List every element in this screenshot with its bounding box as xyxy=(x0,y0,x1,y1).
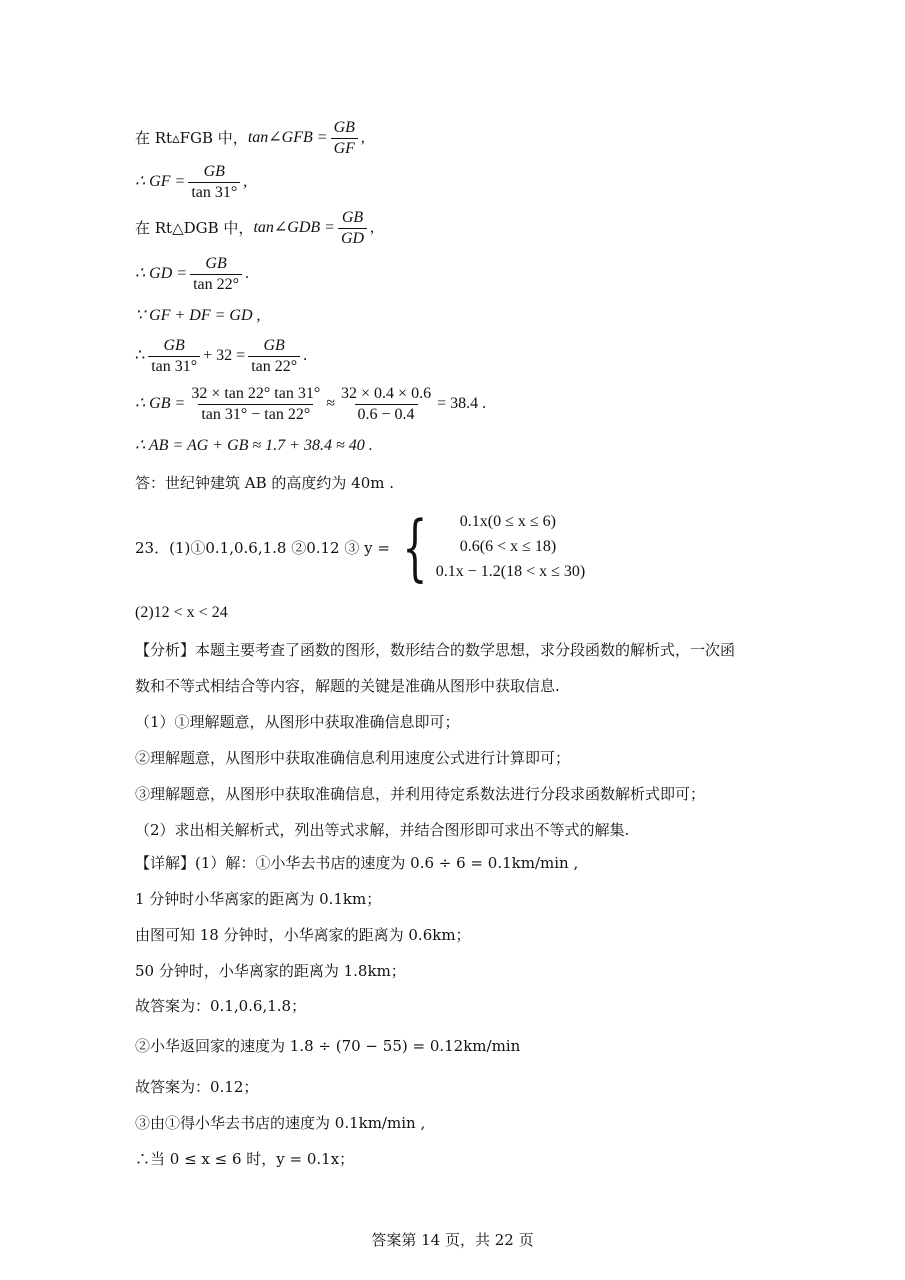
analysis-text: ②理解题意，从图形中获取准确信息利用速度公式进行计算即可； xyxy=(135,749,571,767)
detail-line-4 xyxy=(135,961,406,981)
eq-line-4 xyxy=(135,254,249,294)
q23-part1 xyxy=(135,505,586,589)
detail-text: 1 分钟时小华离家的距离为 0.1km； xyxy=(135,890,382,908)
q23-part2-text: (2)12 < x < 24 xyxy=(135,604,228,621)
fraction-numerator: GB xyxy=(205,254,227,272)
analysis-line-6 xyxy=(135,820,629,840)
math-l4-tail: . xyxy=(245,265,250,282)
fraction-denominator: tan 31° xyxy=(188,182,240,202)
eq-line-8 xyxy=(135,436,373,456)
analysis-line-3 xyxy=(135,712,460,732)
detail-line-6 xyxy=(135,1036,520,1056)
fraction-l6-b xyxy=(248,337,300,376)
detail-text: 50 分钟时，小华离家的距离为 1.8km； xyxy=(135,962,406,980)
analysis-text: 数和不等式相结合等内容，解题的关键是准确从图形中获取信息. xyxy=(135,677,560,695)
analysis-line-2 xyxy=(135,676,560,696)
analysis-text: （1）①理解题意，从图形中获取准确信息即可； xyxy=(135,713,460,731)
page-footer: 答案第 14 页，共 22 页 xyxy=(371,1231,534,1249)
detail-line-2 xyxy=(135,889,381,909)
q23-prefix: 23．(1)①0.1,0.6,1.8 ②0.12 ③ y = xyxy=(135,538,390,557)
case-2: 0.6(6 < x ≤ 18) xyxy=(459,538,557,555)
answer-line xyxy=(135,473,394,493)
fraction-l6-a xyxy=(148,337,200,376)
detail-line-5 xyxy=(135,996,306,1016)
eq-line-1 xyxy=(135,118,365,158)
analysis-line-4 xyxy=(135,748,570,768)
analysis-text: ③理解题意，从图形中获取准确信息，并利用待定系数法进行分段求函数解析式即可； xyxy=(135,785,706,803)
math-l3-lhs: tan∠GDB = xyxy=(253,219,335,236)
analysis-line-1 xyxy=(135,640,735,660)
detail-text: ②小华返回家的速度为 1.8 ÷ (70 − 55) = 0.12km/min xyxy=(135,1037,521,1055)
case-1: 0.1x(0 ≤ x ≤ 6) xyxy=(459,513,556,530)
math-l6-tail: . xyxy=(303,347,308,364)
fraction-numerator: 32 × 0.4 × 0.6 xyxy=(341,384,432,402)
math-l3-tail: , xyxy=(370,219,375,236)
piecewise-cases xyxy=(436,511,585,583)
math-l5: ∵ GF + DF = GD , xyxy=(135,307,261,324)
left-brace-icon: { xyxy=(402,505,428,589)
math-l7-lhs: ∴ GB = xyxy=(135,395,186,412)
eq-line-7 xyxy=(135,384,486,424)
q23-part2 xyxy=(135,603,228,623)
math-l6-lhs: ∴ xyxy=(135,347,146,364)
fraction-l2 xyxy=(188,163,240,202)
detail-text: ③由①得小华去书店的速度为 0.1km/min , xyxy=(135,1114,426,1132)
text-l1-prefix: 在 Rt▵FGB 中， xyxy=(135,129,248,147)
eq-line-5 xyxy=(135,306,261,326)
fraction-l7-b xyxy=(338,385,434,424)
fraction-numerator: GB xyxy=(163,336,185,354)
math-l7-mid: ≈ xyxy=(326,395,336,412)
fraction-denominator: tan 22° xyxy=(190,274,242,294)
eq-line-3 xyxy=(135,208,374,248)
fraction-numerator: GB xyxy=(341,208,364,226)
analysis-text: （2）求出相关解析式，列出等式求解，并结合图形即可求出不等式的解集. xyxy=(135,821,630,839)
eq-line-2 xyxy=(135,162,247,202)
fraction-numerator: GB xyxy=(263,336,285,354)
fraction-l1 xyxy=(331,119,358,158)
detail-text: 由图可知 18 分钟时，小华离家的距离为 0.6km； xyxy=(135,926,471,944)
fraction-l4 xyxy=(190,255,242,294)
analysis-text: 【分析】本题主要考查了函数的图形，数形结合的数学思想，求分段函数的解析式，一次函 xyxy=(135,641,736,659)
analysis-line-5 xyxy=(135,784,705,804)
detail-line-7 xyxy=(135,1077,258,1097)
fraction-denominator: GD xyxy=(338,228,367,248)
detail-line-8 xyxy=(135,1113,425,1133)
detail-line-3 xyxy=(135,925,471,945)
fraction-l3 xyxy=(338,209,367,248)
fraction-denominator: tan 31° − tan 22° xyxy=(198,404,313,424)
fraction-denominator: GF xyxy=(331,138,358,158)
answer-text: 答：世纪钟建筑 AB 的高度约为 40m . xyxy=(135,474,395,492)
detail-line-9 xyxy=(135,1149,354,1169)
detail-text: ∴当 0 ≤ x ≤ 6 时，y = 0.1x； xyxy=(135,1150,355,1168)
fraction-numerator: GB xyxy=(333,118,355,136)
math-l2-lhs: ∴ GF = xyxy=(135,173,186,190)
fraction-denominator: tan 22° xyxy=(248,356,300,376)
detail-text: 故答案为：0.1,0.6,1.8； xyxy=(135,997,307,1015)
fraction-numerator: 32 × tan 22° tan 31° xyxy=(191,384,321,402)
math-l1-lhs: tan∠GFB = xyxy=(247,129,328,146)
detail-text: 故答案为：0.12； xyxy=(135,1078,259,1096)
case-3: 0.1x − 1.2(18 < x ≤ 30) xyxy=(435,563,586,580)
math-l4-lhs: ∴ GD = xyxy=(135,265,188,282)
math-l1-tail: , xyxy=(360,129,365,146)
detail-line-1 xyxy=(135,853,578,873)
math-l2-tail: , xyxy=(243,173,248,190)
fraction-numerator: GB xyxy=(203,162,225,180)
math-l7-tail: = 38.4 . xyxy=(437,395,487,412)
fraction-l7-a xyxy=(188,385,323,424)
math-l8: ∴ AB = AG + GB ≈ 1.7 + 38.4 ≈ 40 . xyxy=(135,437,373,454)
fraction-denominator: tan 31° xyxy=(148,356,200,376)
fraction-denominator: 0.6 − 0.4 xyxy=(355,404,418,424)
math-l6-mid: + 32 = xyxy=(203,347,246,364)
text-l3-prefix: 在 Rt△DGB 中， xyxy=(135,219,254,237)
eq-line-6 xyxy=(135,336,307,376)
detail-text: 【详解】(1）解：①小华去书店的速度为 0.6 ÷ 6 = 0.1km/min , xyxy=(135,854,579,872)
